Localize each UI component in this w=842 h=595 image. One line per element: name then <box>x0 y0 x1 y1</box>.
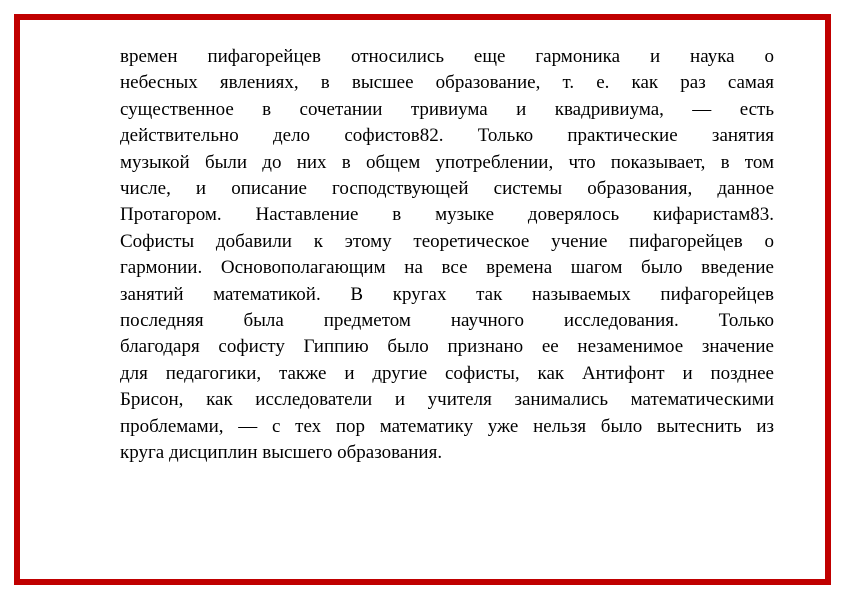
text-line: для педагогики, также и другие софисты, как Антифонт и позднее <box>120 362 774 384</box>
text-line: существенное в сочетании тривиума и квадривиума, — есть <box>120 98 774 120</box>
text-line: музыкой были до них в общем употреблении, что показывает, в том <box>120 151 774 173</box>
text-line: занятий математикой. В кругах так называемых пифагорейцев <box>120 283 774 305</box>
text-line: Софисты добавили к этому теоретическое учение пифагорейцев о <box>120 230 774 252</box>
text-line: гармонии. Основополагающим на все времена шагом было введение <box>120 257 774 279</box>
text-line: благодаря софисту Гиппию было признано ее незаменимое значение <box>120 336 774 358</box>
text-line: проблемами, — с тех пор математику уже нельзя было вытеснить из <box>120 415 774 437</box>
text-line: небесных явлениях, в высшее образование, т. е. как раз самая <box>120 72 774 94</box>
text-line: действительно дело софистов82. Только практические занятия <box>120 125 774 147</box>
text-line: времен пифагорейцев относились еще гармоника и наука о <box>120 46 774 67</box>
text-line: круга дисциплин высшего образования. <box>120 442 443 464</box>
body-text <box>120 44 774 467</box>
text-line: Протагором. Наставление в музыке доверялось кифаристам83. <box>120 204 774 226</box>
text-line: числе, и описание господствующей системы образования, данное <box>120 178 774 200</box>
text-line: Брисон, как исследователи и учителя занимались математическими <box>120 389 774 411</box>
text-line: последняя была предметом научного исследования. Только <box>120 310 774 332</box>
